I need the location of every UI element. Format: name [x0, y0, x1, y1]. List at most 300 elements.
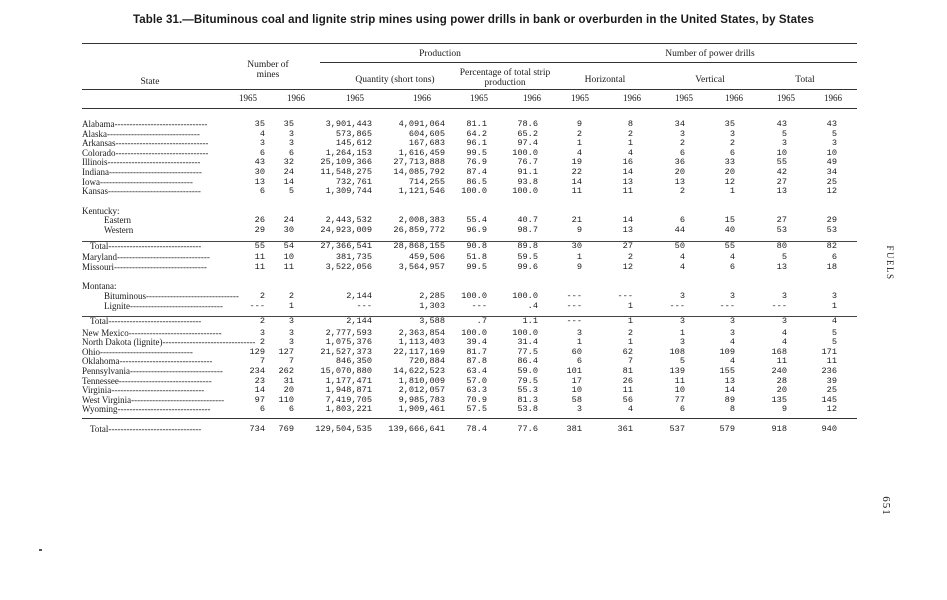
table-cell: 14 — [283, 176, 294, 187]
table-cell: 2 — [259, 337, 265, 348]
table-cell: 17 — [571, 375, 582, 386]
table-cell: 25,109,366 — [320, 157, 372, 168]
table-cell: 381 — [566, 424, 582, 435]
table-cell: 6 — [679, 215, 685, 226]
year-header: 1966 — [623, 93, 641, 103]
table-cell: 13 — [622, 176, 633, 187]
table-bottom-rule — [82, 418, 857, 419]
table-cell: 26 — [254, 215, 265, 226]
table-cell: 39.4 — [466, 337, 487, 348]
table-cell: 6 — [679, 147, 685, 158]
leader-dots: ------------------------------- — [119, 356, 213, 367]
table-cell: 81.3 — [517, 394, 538, 405]
table-cell: 62 — [622, 346, 633, 357]
table-cell: 98.7 — [517, 224, 538, 235]
table-cell: 139,666,641 — [388, 424, 445, 435]
table-cell: 6 — [259, 404, 265, 415]
table-cell: 4,091,064 — [398, 119, 445, 129]
table-cell: 4 — [679, 252, 685, 263]
table-cell: 3 — [781, 316, 787, 327]
table-cell: 27,713,888 — [393, 157, 445, 168]
state-label: Colorado — [82, 147, 116, 158]
table-cell: 3 — [259, 327, 265, 338]
table-cell: 79.5 — [517, 375, 538, 386]
header-total: Total — [795, 75, 815, 85]
table-cell: 8 — [729, 404, 735, 415]
table-row — [82, 302, 857, 312]
table-cell: 2 — [288, 290, 294, 301]
table-row — [82, 425, 857, 435]
table-cell: 769 — [278, 424, 294, 435]
table-cell: 63.4 — [466, 366, 487, 377]
state-label: Indiana — [82, 166, 109, 177]
table-cell: 5 — [831, 337, 837, 348]
table-cell: 1 — [831, 300, 837, 311]
table-cell: 13 — [622, 224, 633, 235]
table-cell: 21 — [571, 215, 582, 226]
table-cell: --- — [471, 300, 487, 311]
table-cell: 35 — [283, 119, 294, 129]
leader-dots: ------------------------------- — [114, 119, 208, 129]
table-cell: 21,527,373 — [320, 346, 372, 357]
table-cell: 63.3 — [466, 385, 487, 396]
table-cell: --- — [566, 316, 582, 327]
table-cell: 11 — [254, 261, 265, 272]
header-mid-rule — [82, 89, 857, 90]
table-cell: 96.9 — [466, 224, 487, 235]
header-vertical: Vertical — [695, 75, 725, 85]
table-cell: 127 — [278, 346, 294, 357]
state-label: Total — [90, 240, 109, 251]
table-cell: 5 — [781, 128, 787, 139]
table-cell: 81.7 — [466, 346, 487, 357]
table-cell: 2,008,383 — [398, 215, 445, 226]
table-cell: 12 — [826, 186, 837, 197]
table-cell: 3 — [729, 316, 735, 327]
table-cell: 100.0 — [512, 327, 538, 338]
table-cell: 76.9 — [466, 157, 487, 168]
state-name — [82, 317, 217, 327]
table-cell: 2 — [259, 316, 265, 327]
table-cell: 25 — [826, 385, 837, 396]
table-cell: 234 — [249, 366, 265, 377]
table-cell: 3 — [259, 138, 265, 149]
table-cell: 3 — [729, 327, 735, 338]
table-cell: 2,144 — [346, 316, 372, 327]
table-row — [82, 405, 857, 415]
year-header: 1965 — [346, 93, 364, 103]
table-cell: 3 — [576, 327, 582, 338]
state-label: Ohio — [82, 346, 100, 357]
table-cell: 31.4 — [517, 337, 538, 348]
table-cell: 6 — [259, 147, 265, 158]
state-label: Oklahoma — [82, 356, 120, 367]
table-cell: 10 — [826, 147, 837, 158]
table-cell: 101 — [566, 366, 582, 377]
header-quantity: Quantity (short tons) — [355, 75, 435, 85]
table-cell: 6 — [729, 261, 735, 272]
table-cell: 58 — [571, 394, 582, 405]
table-cell: 1 — [729, 186, 735, 197]
table-cell: 35 — [724, 119, 735, 129]
table-cell: 2,012,057 — [398, 385, 445, 396]
table-cell: 28,868,155 — [393, 240, 445, 251]
table-cell: 11,548,275 — [320, 166, 372, 177]
table-cell: 77.5 — [517, 346, 538, 357]
table-cell: 11 — [571, 186, 582, 197]
table-cell: 81 — [622, 366, 633, 377]
table-cell: 1 — [627, 138, 633, 149]
leader-dots: ------------------------------- — [115, 138, 209, 149]
table-cell: 573,865 — [335, 128, 372, 139]
table-cell: 4 — [627, 404, 633, 415]
table-cell: 4 — [781, 327, 787, 338]
table-row — [82, 187, 857, 197]
table-cell: 57.0 — [466, 375, 487, 386]
table-cell: 97.4 — [517, 138, 538, 149]
table-cell: 14 — [622, 166, 633, 177]
table-cell: 7 — [259, 356, 265, 367]
table-cell: 109 — [719, 346, 735, 357]
table-cell: 1,303 — [419, 300, 445, 311]
table-cell: 30 — [571, 240, 582, 251]
table-cell: 139 — [669, 366, 685, 377]
state-label: Iowa — [82, 176, 100, 187]
leader-dots: ------------------------------- — [108, 186, 201, 197]
state-label: Alaska — [82, 128, 107, 139]
table-cell: 381,735 — [335, 252, 372, 263]
table-cell: 6 — [679, 404, 685, 415]
table-cell: 846,350 — [335, 356, 372, 367]
year-header: 1965 — [470, 93, 488, 103]
table-cell: 5 — [288, 186, 294, 197]
table-cell: 89.8 — [517, 240, 538, 251]
year-header: 1966 — [287, 93, 305, 103]
table-cell: 19 — [571, 157, 582, 168]
table-cell: 1,616,459 — [398, 147, 445, 158]
state-label: New Mexico — [82, 327, 129, 338]
table-cell: 1,177,471 — [325, 375, 372, 386]
state-label: Western — [104, 224, 134, 235]
table-cell: 26,859,772 — [393, 224, 445, 235]
table-cell: 135 — [771, 394, 787, 405]
year-header: 1966 — [523, 93, 541, 103]
leader-dots: ------------------------------- — [117, 252, 210, 263]
table-cell: 720,884 — [408, 356, 445, 367]
state-label: Lignite — [104, 300, 130, 311]
table-cell: 11 — [674, 375, 685, 386]
table-cell: 29 — [254, 224, 265, 235]
table-cell: 15,070,880 — [320, 366, 372, 377]
table-cell: 1 — [576, 252, 582, 263]
table-cell: 171 — [821, 346, 837, 357]
state-label: Missouri — [82, 261, 115, 272]
table-cell: 5 — [831, 327, 837, 338]
state-name — [82, 300, 223, 312]
state-label: Total — [90, 424, 109, 435]
table-cell: 24,923,009 — [320, 224, 372, 235]
leader-dots: ------------------------------- — [100, 346, 193, 357]
table-cell: 5 — [679, 356, 685, 367]
table-cell: 7,419,705 — [325, 394, 372, 405]
table-cell: 2,285 — [419, 290, 445, 301]
table-cell: 76.7 — [517, 157, 538, 168]
table-cell: 77.6 — [517, 424, 538, 435]
table-cell: 40 — [724, 224, 735, 235]
leader-dots: ------------------------------- — [128, 327, 222, 338]
table-cell: 20 — [776, 385, 787, 396]
table-cell: 262 — [278, 366, 294, 377]
table-cell: 4 — [259, 128, 265, 139]
table-cell: 22 — [571, 166, 582, 177]
table-cell: 70.9 — [466, 394, 487, 405]
table-cell: 7 — [627, 356, 633, 367]
leader-dots: ------------------------------- — [118, 375, 212, 386]
table-cell: 1,803,221 — [325, 404, 372, 415]
table-cell: 3 — [831, 290, 837, 301]
table-cell: 3 — [679, 290, 685, 301]
leader-dots: ------------------------------- — [108, 316, 202, 327]
table-cell: 12 — [724, 176, 735, 187]
table-cell: 3 — [288, 316, 294, 327]
table-cell: 732,761 — [335, 176, 372, 187]
table-cell: 54 — [283, 240, 294, 251]
table-cell: 4 — [729, 252, 735, 263]
page-number: 651 — [880, 496, 892, 516]
leader-dots: ------------------------------- — [130, 366, 223, 377]
table-cell: 3 — [781, 138, 787, 149]
table-cell: 3 — [729, 128, 735, 139]
table-cell: 34 — [826, 166, 837, 177]
state-label: Total — [90, 316, 109, 327]
table-cell: 1.1 — [522, 316, 538, 327]
table-cell: 4 — [729, 356, 735, 367]
table-cell: --- — [771, 300, 787, 311]
state-name — [82, 187, 217, 197]
table-cell: 2 — [627, 327, 633, 338]
table-cell: 5 — [831, 128, 837, 139]
table-cell: 2 — [679, 186, 685, 197]
state-label: Eastern — [104, 215, 131, 226]
table-cell: 9 — [576, 224, 582, 235]
table-cell: 6 — [576, 356, 582, 367]
table-cell: 2 — [259, 290, 265, 301]
state-label: Arkansas — [82, 138, 116, 149]
table-cell: --- — [356, 300, 372, 311]
table-cell: 9,985,783 — [398, 394, 445, 405]
leader-dots: ------------------------------- — [109, 166, 202, 177]
leader-dots: ------------------------------- — [107, 128, 200, 139]
table-cell: 11 — [826, 356, 837, 367]
table-cell: 93.8 — [517, 176, 538, 187]
table-cell: 90.8 — [466, 240, 487, 251]
table-cell: 51.8 — [466, 252, 487, 263]
table-cell: --- — [566, 290, 582, 301]
table-cell: --- — [617, 290, 633, 301]
table-cell: 6 — [729, 147, 735, 158]
table-cell: 27 — [776, 215, 787, 226]
leader-dots: ------------------------------- — [108, 424, 202, 435]
table-cell: 78.4 — [466, 424, 487, 435]
table-cell: 6 — [288, 147, 294, 158]
table-cell: 55.4 — [466, 215, 487, 226]
table-cell: 361 — [617, 424, 633, 435]
table-cell: 2,777,593 — [325, 327, 372, 338]
table-cell: 27 — [776, 176, 787, 187]
state-label: Bituminous — [104, 290, 147, 301]
year-header: 1965 — [777, 93, 795, 103]
header-number-of-power-drills: Number of power drills — [665, 49, 755, 59]
table-cell: 13 — [724, 375, 735, 386]
table-cell: 77 — [674, 394, 685, 405]
table-cell: 15 — [724, 215, 735, 226]
table-cell: 43 — [826, 119, 837, 129]
state-label: Montana: — [82, 281, 117, 292]
state-label: Illinois — [82, 157, 108, 168]
table-cell: 9 — [576, 261, 582, 272]
year-header: 1965 — [571, 93, 589, 103]
running-head: FUELS — [885, 245, 895, 281]
state-name — [82, 226, 217, 236]
table-cell: 1 — [627, 316, 633, 327]
table-cell: 537 — [669, 424, 685, 435]
table-cell: 3 — [288, 128, 294, 139]
year-header: 1966 — [824, 93, 842, 103]
table-cell: 4 — [679, 261, 685, 272]
table-cell: 65.2 — [517, 128, 538, 139]
table-cell: 2 — [729, 138, 735, 149]
state-label: Virginia — [82, 385, 112, 396]
state-label: Kentucky: — [82, 205, 120, 216]
table-cell: --- — [719, 300, 735, 311]
table-cell: 20 — [283, 385, 294, 396]
table-cell: 60 — [571, 346, 582, 357]
table-cell: 30 — [283, 224, 294, 235]
table-cell: 145,612 — [335, 138, 372, 149]
table-cell: 24 — [283, 215, 294, 226]
table-cell: 4 — [576, 147, 582, 158]
table-cell: 36 — [674, 157, 685, 168]
year-header: 1966 — [413, 93, 431, 103]
table-cell: 579 — [719, 424, 735, 435]
table-cell: 3,564,957 — [398, 261, 445, 272]
table-cell: 43 — [254, 157, 265, 168]
table-cell: 1,121,546 — [398, 186, 445, 197]
state-label: Pennsylvania — [82, 366, 130, 377]
state-label: North Dakota (lignite) — [82, 337, 163, 348]
table-cell: 100.0 — [461, 327, 487, 338]
table-cell: 236 — [821, 366, 837, 377]
leader-dots: ------------------------------- — [108, 240, 202, 251]
table-cell: 1 — [288, 300, 294, 311]
table-cell: 20 — [724, 166, 735, 177]
table-cell: 23 — [254, 375, 265, 386]
table-cell: 2 — [576, 128, 582, 139]
table-cell: 11 — [776, 356, 787, 367]
table-cell: 1,075,376 — [325, 337, 372, 348]
table-cell: 18 — [826, 261, 837, 272]
state-label: Tennessee — [82, 375, 119, 386]
table-cell: 13 — [776, 186, 787, 197]
table-cell: 10 — [674, 385, 685, 396]
table-cell: 82 — [826, 240, 837, 251]
table-cell: 78.6 — [517, 119, 538, 129]
state-label: Alabama — [82, 119, 115, 129]
table-cell: 11 — [283, 261, 294, 272]
state-label: Wyoming — [82, 404, 118, 415]
table-cell: 100.0 — [512, 186, 538, 197]
table-cell: 96.1 — [466, 138, 487, 149]
table-cell: 4 — [781, 337, 787, 348]
table-row — [82, 226, 857, 236]
table-cell: 1 — [679, 327, 685, 338]
table-cell: 22,117,169 — [393, 346, 445, 357]
table-cell: 3 — [679, 337, 685, 348]
table-cell: 1,909,461 — [398, 404, 445, 415]
table-cell: 129 — [249, 346, 265, 357]
table-cell: 2,443,532 — [325, 215, 372, 226]
year-header: 1966 — [725, 93, 743, 103]
table-cell: 12 — [622, 261, 633, 272]
table-cell: 11 — [254, 252, 265, 263]
table-cell: 145 — [821, 394, 837, 405]
leader-dots: ------------------------------- — [115, 147, 209, 158]
table-cell: 167,683 — [408, 138, 445, 149]
table-cell: 2 — [627, 128, 633, 139]
table-cell: 14 — [622, 215, 633, 226]
table-cell: 13 — [776, 261, 787, 272]
table-cell: 55 — [776, 157, 787, 168]
table-cell: 1 — [627, 337, 633, 348]
table-cell: --- — [566, 300, 582, 311]
table-cell: 42 — [776, 166, 787, 177]
table-cell: 1 — [576, 138, 582, 149]
table-cell: 3,522,056 — [325, 261, 372, 272]
table-cell: 91.1 — [517, 166, 538, 177]
table-cell: 1,948,871 — [325, 385, 372, 396]
table-cell: 25 — [826, 176, 837, 187]
leader-dots: ------------------------------- — [100, 176, 193, 187]
table-cell: 14 — [571, 176, 582, 187]
table-cell: 5 — [781, 252, 787, 263]
table-cell: 11 — [622, 186, 633, 197]
table-cell: 3 — [288, 327, 294, 338]
table-cell: 29 — [826, 215, 837, 226]
leader-dots: ------------------------------- — [114, 261, 207, 272]
table-cell: 940 — [821, 424, 837, 435]
table-cell: 28 — [776, 375, 787, 386]
table-cell: 14 — [254, 385, 265, 396]
table-cell: 13 — [674, 176, 685, 187]
table-cell: 89 — [724, 394, 735, 405]
table-cell: 100.0 — [461, 290, 487, 301]
header-bottom-rule — [82, 108, 857, 109]
leader-dots: ------------------------------- — [117, 404, 211, 415]
table-cell: 3 — [288, 138, 294, 149]
table-cell: 39 — [826, 375, 837, 386]
table-body — [82, 120, 857, 435]
table-cell: 3 — [679, 128, 685, 139]
table-title: Table 31.—Bituminous coal and lignite strip mines using power drills in bank or overburden in the United States, by States — [132, 14, 815, 26]
leader-dots: ------------------------------- — [111, 385, 205, 396]
table-cell: 11 — [622, 385, 633, 396]
table-cell: 100.0 — [512, 147, 538, 158]
table-cell: 57.5 — [466, 404, 487, 415]
leader-dots: ------------------------------- — [130, 300, 223, 311]
table-cell: 99.5 — [466, 261, 487, 272]
table-cell: 3 — [831, 138, 837, 149]
table-cell: .4 — [527, 300, 538, 311]
